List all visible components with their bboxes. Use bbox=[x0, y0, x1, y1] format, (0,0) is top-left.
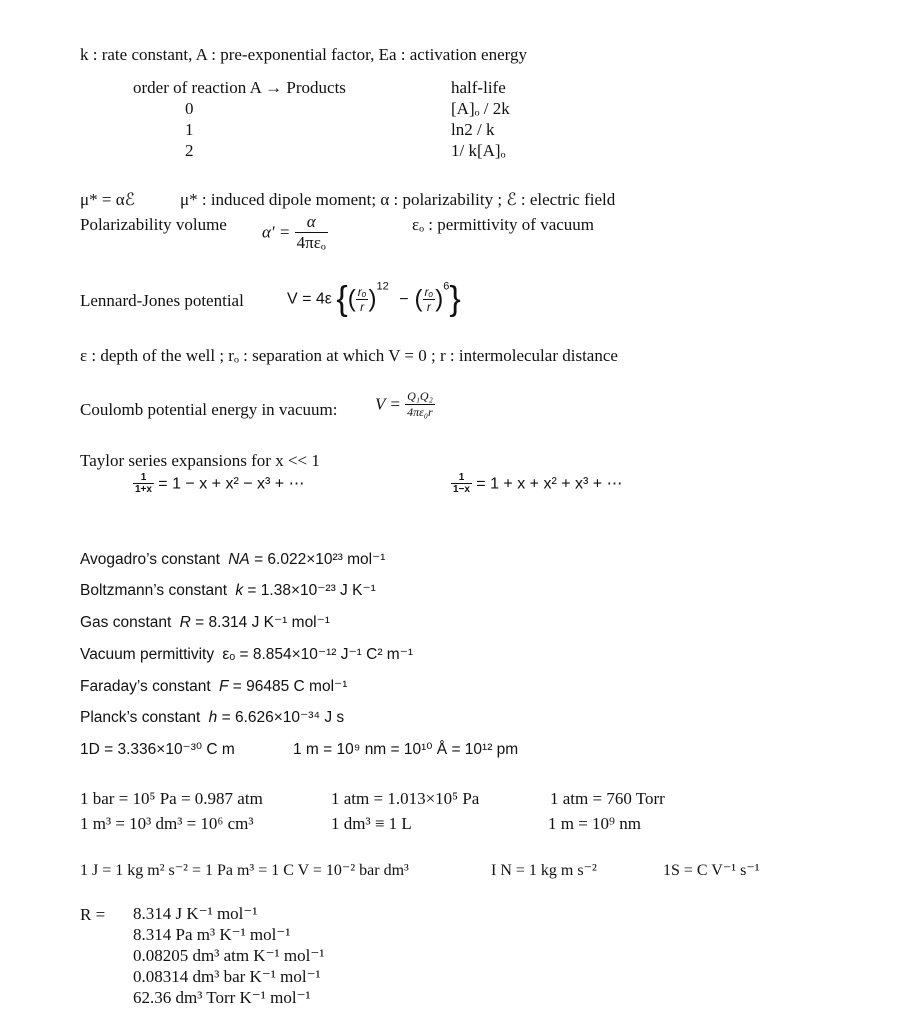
lj-fraction-2: $\frac{\text{rₒ}}{r}$ bbox=[424, 285, 434, 314]
polarizability-definitions: μ* : induced dipole moment; α : polarizability ; ℰ : electric field bbox=[180, 190, 616, 209]
halflife-item: [A]ₒ / 2k bbox=[451, 99, 510, 118]
lennard-jones-formula: V = 4ε {( $\frac{\text{rₒ}}{r}$ )$^{12}$ − ( $\frac{\text{rₒ}}{r}$ )$^6$} bbox=[287, 280, 461, 318]
conversion-item: 1 atm = 760 Torr bbox=[550, 789, 665, 808]
polarizability-volume-formula bbox=[262, 212, 328, 253]
newton-conversion: I N = 1 kg m s⁻² bbox=[491, 862, 597, 879]
lj-exponent-6: 6 bbox=[443, 280, 450, 293]
halflife-item: 1/ k[A]ₒ bbox=[451, 141, 506, 160]
coulomb-label: Coulomb potential energy in vacuum: bbox=[80, 400, 338, 419]
debye-conversion: 1D = 3.336×10⁻³⁰ C m bbox=[80, 741, 235, 758]
order-item: 2 bbox=[185, 141, 194, 160]
taylor-label: Taylor series expansions for x << 1 bbox=[80, 451, 320, 470]
constant-row-planck: Planck’s constant h = 6.626×10⁻³⁴ J s bbox=[80, 709, 345, 726]
halflife-item: ln2 / k bbox=[451, 120, 495, 139]
constant-row-avogadro: Avogadro’s constant NA = 6.022×10²³ mol⁻¹ bbox=[80, 551, 386, 568]
gas-constant-value: 8.314 Pa m³ K⁻¹ mol⁻¹ bbox=[133, 925, 291, 944]
order-item: 0 bbox=[185, 99, 194, 118]
order-item: 1 bbox=[185, 120, 194, 139]
taylor-right bbox=[451, 472, 623, 495]
gas-constant-label: R = bbox=[80, 905, 106, 924]
conversion-item: 1 m = 10⁹ nm bbox=[548, 814, 641, 833]
gas-constant-value: 0.08314 dm³ bar K⁻¹ mol⁻¹ bbox=[133, 967, 321, 986]
coulomb-fraction bbox=[405, 389, 435, 420]
lj-exponent-12: 12 bbox=[376, 280, 389, 293]
conversion-item: 1 atm = 1.013×10⁵ Pa bbox=[331, 789, 480, 808]
conversion-item: 1 m³ = 10³ dm³ = 10⁶ cm³ bbox=[80, 814, 254, 833]
lennard-jones-definitions: ε : depth of the well ; rₒ : separation at which V = 0 ; r : intermolecular distance bbox=[80, 346, 618, 365]
constant-row-boltzmann: Boltzmann’s constant k = 1.38×10⁻²³ J K⁻¹ bbox=[80, 582, 376, 599]
volume-fraction bbox=[295, 212, 328, 253]
volume-denominator: 4πεₒ bbox=[296, 233, 326, 252]
taylor-left-fraction: $\frac{1}{1+x}$ bbox=[135, 472, 152, 495]
permittivity-definition: εₒ : permittivity of vacuum bbox=[412, 215, 595, 234]
conversion-item: 1 dm³ ≡ 1 L bbox=[331, 814, 412, 833]
volume-lhs: α′ = bbox=[262, 222, 291, 242]
coulomb-formula bbox=[375, 389, 435, 420]
energy-conversion: 1 J = 1 kg m² s⁻² = 1 Pa m³ = 1 C V = 10⁻² bar dm³ bbox=[80, 862, 409, 879]
constant-row-permittivity: Vacuum permittivity εₒ = 8.854×10⁻¹² J⁻¹ C² m⁻¹ bbox=[80, 646, 414, 663]
taylor-left-series: = 1 − x + x² − x³ + ⋯ bbox=[158, 475, 305, 493]
constant-row-faraday: Faraday’s constant F = 96485 C mol⁻¹ bbox=[80, 678, 348, 695]
kinetics-definitions: k : rate constant, A : pre-exponential factor, Ea : activation energy bbox=[80, 45, 527, 64]
gas-constant-value: 0.08205 dm³ atm K⁻¹ mol⁻¹ bbox=[133, 946, 325, 965]
halflife-header: half-life bbox=[451, 78, 506, 97]
conversion-item: 1 bar = 10⁵ Pa = 0.987 atm bbox=[80, 789, 263, 808]
polarizability-volume-label: Polarizability volume bbox=[80, 215, 227, 234]
volume-numerator: α bbox=[295, 212, 328, 233]
siemens-conversion: 1S = C V⁻¹ s⁻¹ bbox=[663, 862, 760, 879]
length-conversion: 1 m = 10⁹ nm = 10¹⁰ Å = 10¹² pm bbox=[293, 741, 519, 758]
halflife-list bbox=[451, 98, 510, 161]
coulomb-numerator: Q₁Q₂ bbox=[407, 389, 433, 403]
coulomb-lhs: V = bbox=[375, 394, 401, 414]
gas-constant-value: 8.314 J K⁻¹ mol⁻¹ bbox=[133, 904, 258, 923]
taylor-right-fraction: $\frac{1}{1-x}$ bbox=[453, 472, 470, 495]
taylor-left bbox=[133, 472, 305, 495]
lj-lhs: V = 4ε bbox=[287, 290, 332, 308]
taylor-right-series: = 1 + x + x² + x³ + ⋯ bbox=[476, 475, 623, 493]
lj-fraction-1: $\frac{\text{rₒ}}{r}$ bbox=[357, 285, 367, 314]
constant-row-gas: Gas constant R = 8.314 J K⁻¹ mol⁻¹ bbox=[80, 614, 330, 631]
induced-dipole-equation: μ* = αℰ bbox=[80, 190, 135, 209]
gas-constant-value: 62.36 dm³ Torr K⁻¹ mol⁻¹ bbox=[133, 988, 311, 1007]
gas-constant-values bbox=[133, 903, 324, 1008]
order-list bbox=[185, 98, 194, 161]
lennard-jones-label: Lennard-Jones potential bbox=[80, 291, 244, 310]
order-header: order of reaction A → Products bbox=[133, 78, 346, 97]
coulomb-denominator: 4πε₀r bbox=[407, 405, 433, 419]
